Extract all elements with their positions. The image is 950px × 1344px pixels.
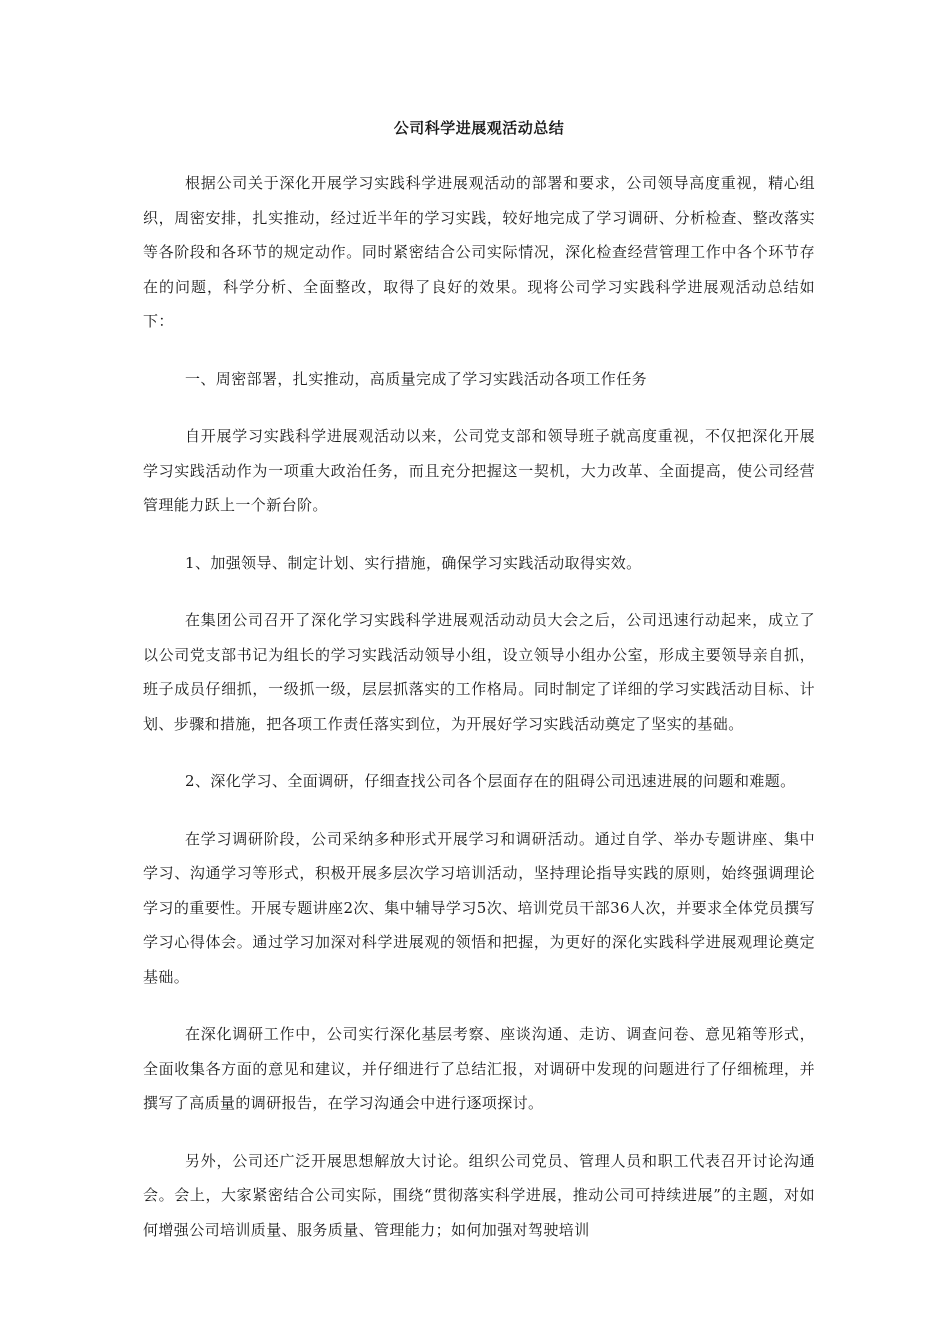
subheading-1: 1、加强领导、制定计划、实行措施，确保学习实践活动取得实效。 <box>185 553 642 572</box>
section-heading-1: 一、周密部署，扎实推动，高质量完成了学习实践活动各项工作任务 <box>185 369 648 388</box>
document-title: 公司科学进展观活动总结 <box>393 119 565 137</box>
paragraph-discussion: 另外，公司还广泛开展思想解放大讨论。组织公司党员、管理人员和职工代表召开讨论沟通会。会上，大家紧密结合公司实际，围绕“贯彻落实科学进展，推动公司可持续进展”的主题，对如何增强公司培训质量、服务质量、管理能力；如何加强对驾驶培训 <box>143 1151 815 1239</box>
subheading-2: 2、深化学习、全面调研，仔细查找公司各个层面存在的阻碍公司迅速进展的问题和难题。 <box>185 772 796 790</box>
paragraph-research: 在深化调研工作中，公司实行深化基层考察、座谈沟通、走访、调查问卷、意见箱等形式，全面收集各方面的意见和建议，并仔细进行了总结汇报，对调研中发现的问题进行了仔细梳理，并撰写了高质量的调研报告，在学习沟通会中进行逐项探讨。 <box>143 1025 815 1112</box>
paragraph-leadership: 在集团公司召开了深化学习实践科学进展观活动动员大会之后，公司迅速行动起来，成立了以公司党支部书记为组长的学习实践活动领导小组，设立领导小组办公室，形成主要领导亲自抓，班子成员仔细抓，一级抓一级，层层抓落实的工作格局。同时制定了详细的学习实践活动目标、计划、步骤和措施，把各项工作责任落实到位，为开展好学习实践活动奠定了坚实的基础。 <box>143 611 815 733</box>
document-page <box>143 112 815 1270</box>
paragraph-intro: 根据公司关于深化开展学习实践科学进展观活动的部署和要求，公司领导高度重视，精心组织，周密安排，扎实推动，经过近半年的学习实践，较好地完成了学习调研、分析检查、整改落实等各阶段和各环节的规定动作。同时紧密结合公司实际情况，深化检查经营管理工作中各个环节存在的问题，科学分析、全面整改，取得了良好的效果。现将公司学习实践科学进展观活动总结如下： <box>143 174 815 330</box>
paragraph-study: 在学习调研阶段，公司采纳多种形式开展学习和调研活动。通过自学、举办专题讲座、集中学习、沟通学习等形式，积极开展多层次学习培训活动，坚持理论指导实践的原则，始终强调理论学习的重要性。开展专题讲座2次、集中辅导学习5次、培训党员干部36人次，并要求全体党员撰写学习心得体会。通过学习加深对科学进展观的领悟和把握，为更好的深化实践科学进展观理论奠定基础。 <box>143 829 815 986</box>
paragraph-section-1: 自开展学习实践科学进展观活动以来，公司党支部和领导班子就高度重视，不仅把深化开展学习实践活动作为一项重大政治任务，而且充分把握这一契机，大力改革、全面提高，使公司经营管理能力跃上一个新台阶。 <box>143 427 815 514</box>
